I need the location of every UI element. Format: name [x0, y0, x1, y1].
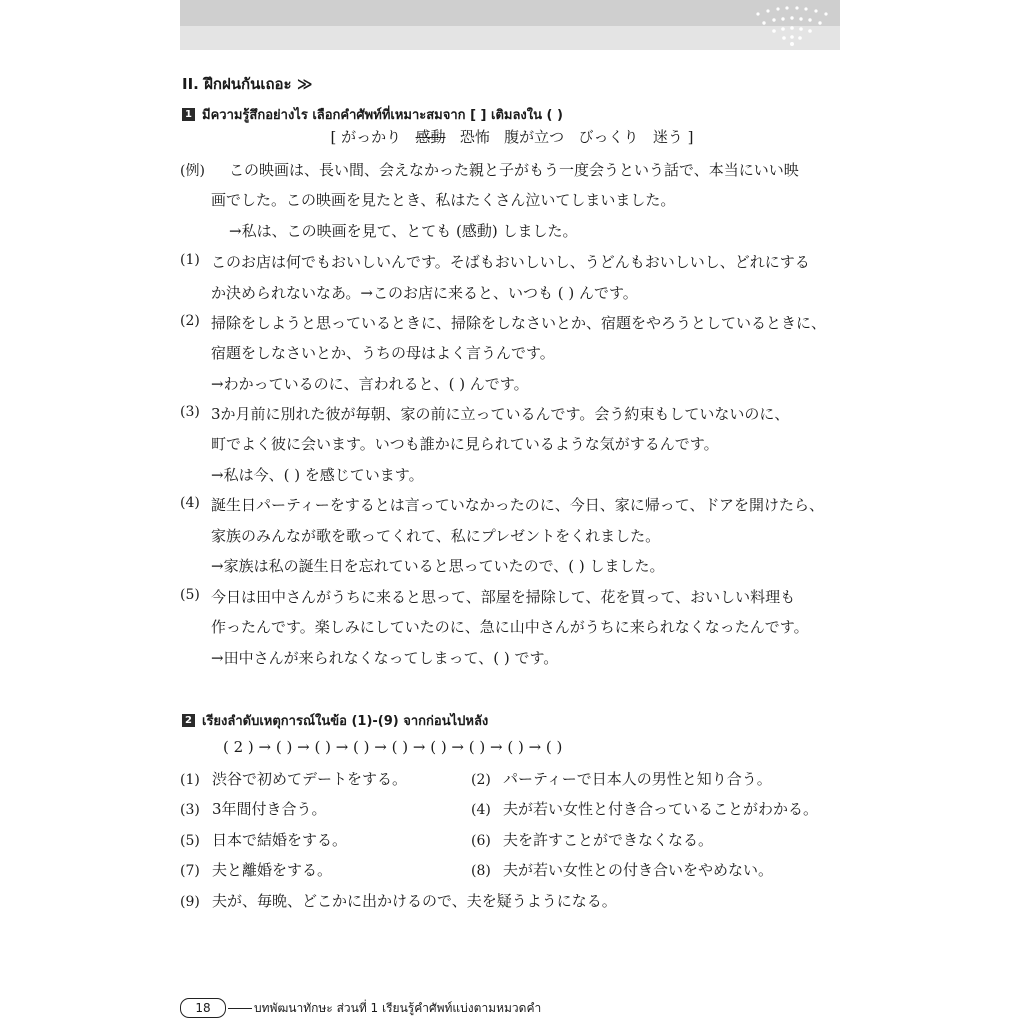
- decorative-dots: [752, 2, 832, 48]
- example-answer: →私は、この映画を見て、とても (感動) しました。: [229, 222, 578, 240]
- question-line: 宿題をしなさいとか、うちの母はよく言うんです。: [211, 344, 555, 362]
- example-line: この映画は、長い間、会えなかった親と子がもう一度会うという話で、本当にいい映: [229, 161, 799, 179]
- question-line: 家族のみんなが歌を歌ってくれて、私にプレゼントをくれました。: [211, 527, 661, 545]
- word-bank: [0, 126, 1024, 147]
- question-label: (4): [180, 495, 200, 511]
- event-item: (6) 夫を許すことができなくなる。: [471, 831, 714, 849]
- exercise1-heading: [182, 104, 563, 125]
- event-item: (4) 夫が若い女性と付き合っていることがわかる。: [471, 800, 819, 818]
- event-item: (8) 夫が若い女性との付き合いをやめない。: [471, 861, 774, 879]
- word-bank-word-struck: 感動: [415, 128, 446, 146]
- word-bank-close: ]: [687, 128, 694, 146]
- example-label: (例): [180, 163, 205, 179]
- question-line: 3か月前に別れた彼が毎朝、家の前に立っているんです。会う約束もしていないのに、: [211, 405, 790, 423]
- event-item: (2) パーティーで日本人の男性と知り合う。: [471, 770, 772, 788]
- word-bank-word: 迷う: [652, 128, 683, 146]
- question-label: (1): [180, 252, 200, 268]
- exercise2-instruction: เรียงลำดับเหตุการณ์ในข้อ (1)-(9) จากก่อนไปหลัง: [202, 714, 489, 729]
- exercise1-number: 1: [182, 108, 195, 121]
- question-line: 町でよく彼に会います。いつも誰かに見られているような気がするんです。: [211, 435, 719, 453]
- example-line: 画でした。この映画を見たとき、私はたくさん泣いてしまいました。: [211, 191, 676, 209]
- question-line: か決められないなあ。→このお店に来ると、いつも ( ) んです。: [211, 284, 638, 302]
- question-line: →家族は私の誕生日を忘れていると思っていたので、( ) しました。: [211, 557, 665, 575]
- question-line: →田中さんが来られなくなってしまって、( ) です。: [211, 649, 559, 667]
- event-item: (7) 夫と離婚をする。: [180, 861, 333, 879]
- word-bank-word: 腹が立つ: [504, 128, 565, 146]
- question-line: 誕生日パーティーをするとは言っていなかったのに、今日、家に帰って、ドアを開けたら、: [211, 496, 825, 514]
- question-line: このお店は何でもおいしいんです。そばもおいしいし、うどんもおいしいし、どれにする: [211, 253, 810, 271]
- question-label: (5): [180, 587, 200, 603]
- event-item: (5) 日本で結婚をする。: [180, 831, 348, 849]
- page-footer: [180, 998, 541, 1018]
- exercise1-instruction: มีความรู้สึกอย่างไร เลือกคำศัพท์ที่เหมาะสมจาก [ ] เติมลงใน ( ): [202, 108, 563, 123]
- footer-text: บทพัฒนาทักษะ ส่วนที่ 1 เรียนรู้คำศัพท์แบ่งตามหมวดคำ: [254, 1000, 542, 1015]
- footer-divider: [228, 1008, 252, 1009]
- exercise2-heading: [182, 710, 488, 731]
- question-line: 今日は田中さんがうちに来ると思って、部屋を掃除して、花を買って、おいしい料理も: [211, 588, 796, 606]
- event-item: (9) 夫が、毎晩、どこかに出かけるので、夫を疑うようになる。: [180, 892, 617, 910]
- question-line: 作ったんです。楽しみにしていたのに、急に山中さんがうちに来られなくなったんです。: [211, 618, 809, 636]
- section-title: II. ฝึกฝนกันเถอะ ≫: [182, 75, 313, 93]
- question-line: →わかっているのに、言われると、( ) んです。: [211, 375, 529, 393]
- event-item: (1) 渋谷で初めてデートをする。: [180, 770, 408, 788]
- question-line: 掃除をしようと思っているときに、掃除をしなさいとか、宿題をやろうとしているときに、: [211, 314, 827, 332]
- question-label: (2): [180, 313, 200, 329]
- word-bank-word: びっくり: [578, 128, 639, 146]
- word-bank-word: がっかり: [341, 128, 402, 146]
- page-number: 18: [180, 998, 226, 1018]
- question-line: →私は今、( ) を感じています。: [211, 466, 424, 484]
- event-item: (3) 3年間付き合う。: [180, 800, 327, 818]
- order-answer-line: ( 2 ) → ( ) → ( ) → ( ) → ( ) → ( ) → ( ) → ( ) → ( ): [223, 738, 563, 756]
- word-bank-open: [: [330, 128, 337, 146]
- question-label: (3): [180, 404, 200, 420]
- exercise2-number: 2: [182, 714, 195, 727]
- header-band: [180, 0, 840, 50]
- word-bank-word: 恐怖: [459, 128, 490, 146]
